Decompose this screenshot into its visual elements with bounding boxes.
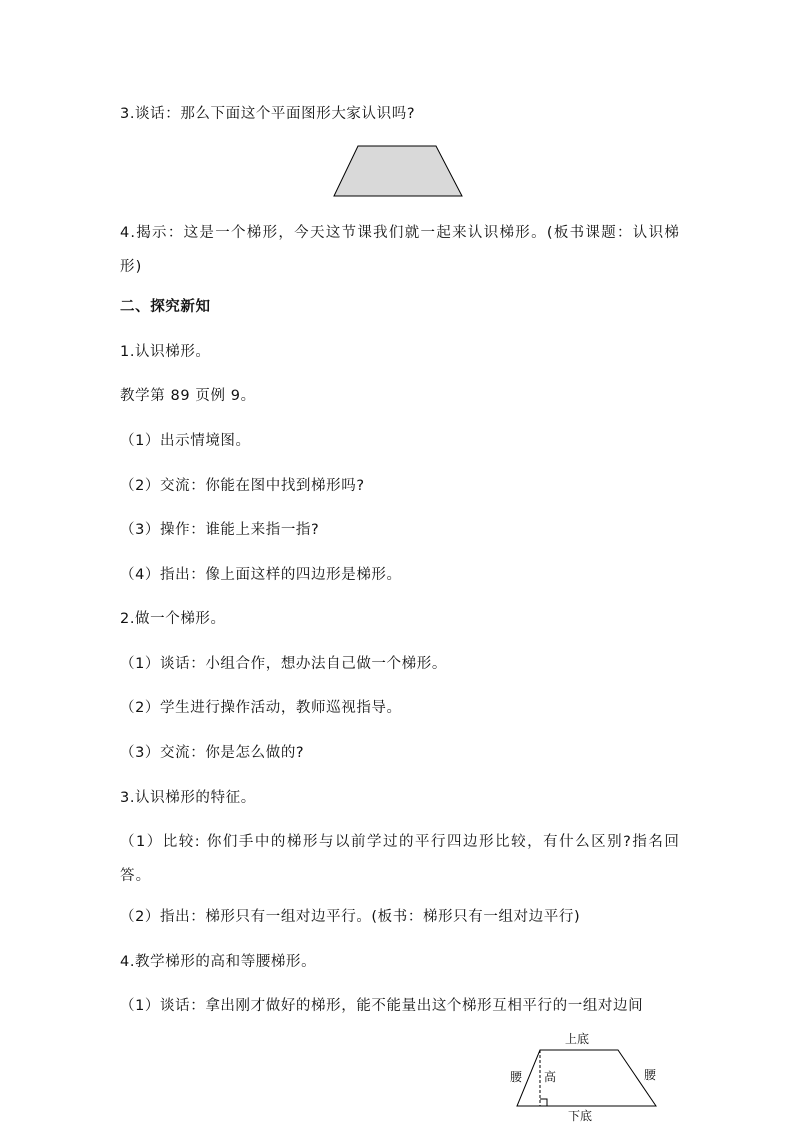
part2-item-2: （2）学生进行操作活动，教师巡视指导。 (120, 700, 402, 716)
part3-compare: （1）比较: 你们手中的梯形与以前学过的平行四边形比较，有什么区别?指名回答。 (120, 834, 680, 884)
part2-title: 2.做一个梯形。 (120, 611, 226, 627)
section-title-explore: 二、探究新知 (120, 299, 211, 315)
part4-talk: （1）谈话：拿出刚才做好的梯形，能不能量出这个梯形互相平行的一组对边间 (120, 998, 644, 1014)
label-left-leg: 腰 (510, 1070, 523, 1084)
part1-item-1: （1）出示情境图。 (120, 433, 251, 449)
part1-item-4: （4）指出：像上面这样的四边形是梯形。 (120, 567, 402, 583)
part1-item-3: （3）操作：谁能上来指一指? (120, 522, 320, 538)
gray-trapezoid (334, 146, 462, 196)
part2-item-1: （1）谈话：小组合作，想办法自己做一个梯形。 (120, 656, 447, 672)
part2-item-3: （3）交流：你是怎么做的? (120, 745, 305, 761)
label-bottom-base: 下底 (568, 1109, 593, 1123)
part1-title: 1.认识梯形。 (120, 344, 211, 360)
label-right-leg: 腰 (644, 1068, 657, 1082)
part4-title: 4.教学梯形的高和等腰梯形。 (120, 954, 317, 970)
label-top-base: 上底 (565, 1032, 590, 1046)
label-height: 高 (544, 1070, 557, 1084)
right-angle-mark (540, 1099, 547, 1106)
part1-source: 教学第 89 页例 9。 (120, 388, 256, 404)
part1-item-2: （2）交流：你能在图中找到梯形吗? (120, 478, 365, 494)
part3-title: 3.认识梯形的特征。 (120, 790, 256, 806)
intro-reveal-4: 4.揭示：这是一个梯形，今天这节课我们就一起来认识梯形。(板书课题：认识梯形) (120, 225, 680, 275)
labeled-trapezoid (517, 1050, 656, 1106)
intro-talk-3: 3.谈话：那么下面这个平面图形大家认识吗? (120, 106, 416, 122)
part3-point: （2）指出：梯形只有一组对边平行。(板书：梯形只有一组对边平行) (120, 909, 581, 925)
